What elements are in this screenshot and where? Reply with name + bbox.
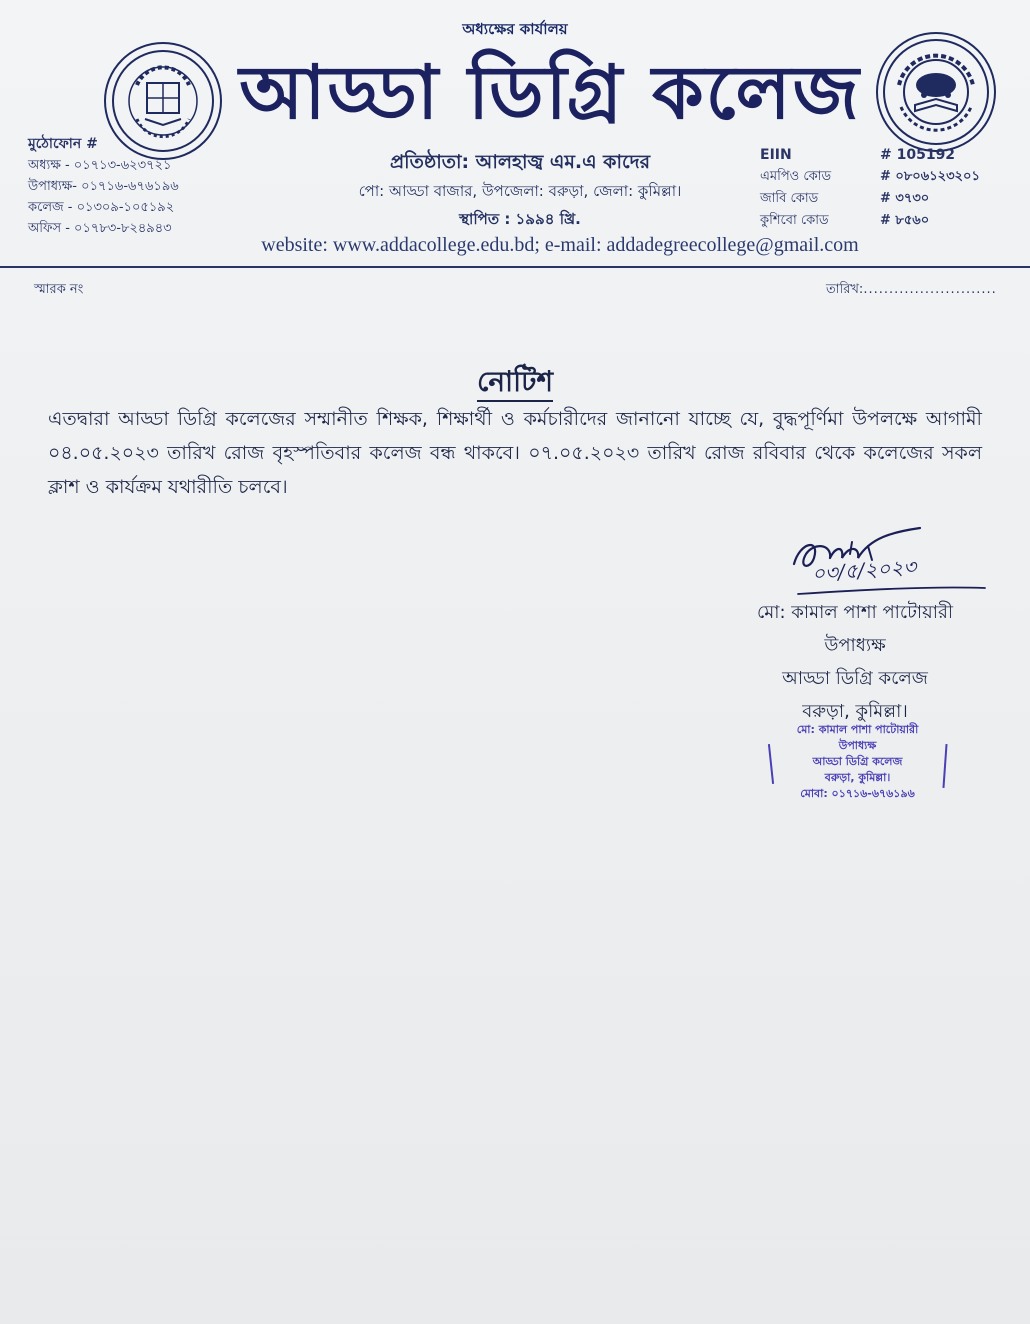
date-placeholder: .......................... xyxy=(863,282,997,297)
stamp-line: মোবা: ০১৭১৬-৬৭৬১৯৬ xyxy=(800,787,915,800)
code-row xyxy=(760,188,1020,210)
phone-item: উপাধ্যক্ষ- ০১৭১৬-৬৭৬১৯৬ xyxy=(28,179,179,194)
founder-line: প্রতিষ্ঠাতা: আলহাজ্ব এম.এ কাদের xyxy=(389,151,651,173)
phone-item: অফিস - ০১৭৮৩-৮২৪৯৪৩ xyxy=(28,221,172,236)
signer-institution: আড্ডা ডিগ্রি কলেজ xyxy=(782,668,928,689)
code-value: # ৮৫৬০ xyxy=(880,213,930,228)
date-field xyxy=(826,280,997,301)
handwritten-date: ০৩/৫/২০২৩ xyxy=(811,554,918,586)
code-label: কুশিবো কোড xyxy=(760,213,829,228)
phone-item: কলেজ - ০১৩০৯-১০৫১৯২ xyxy=(28,200,175,215)
date-label: তারিখ: xyxy=(826,282,864,297)
code-value: # 105192 xyxy=(880,147,956,163)
code-list xyxy=(760,144,1020,232)
code-row xyxy=(760,144,1020,166)
signer-name: মো: কামাল পাশা পাটোয়ারী xyxy=(756,602,954,623)
notice-title xyxy=(0,360,1030,407)
stamp-line: আড্ডা ডিগ্রি কলেজ xyxy=(812,755,903,768)
phone-item: অধ্যক্ষ - ০১৭১৩-৬২৩৭২১ xyxy=(28,158,172,173)
notice-body: এতদ্বারা আড্ডা ডিগ্রি কলেজের সম্মানীত শিক্ষক, শিক্ষার্থী ও কর্মচারীদের জানানো যাচ্ছে যে, বুদ্ধপূর্ণিমা উপলক্ষে আগামী ০৪.০৫.২০২৩ তারিখ রোজ বৃহস্পতিবার কলেজ বন্ধ থাকবে। ০৭.০৫.২০২৩ তারিখ রোজ রবিবার থেকে কলেজের সকল ক্লাশ ও কার্যক্রম যথারীতি চলবে। xyxy=(48,408,982,498)
motto-seal xyxy=(876,32,996,152)
stamp-line: বরুড়া, কুমিল্লা। xyxy=(824,771,891,784)
code-label: EIIN xyxy=(760,147,792,163)
notice-title-text: নোটিশ xyxy=(477,365,553,402)
phone-heading: মুঠোফোন # xyxy=(28,136,98,152)
contact-line: website: www.addacollege.edu.bd; e-mail: addadegreecollege@gmail.com xyxy=(261,234,859,256)
phone-list xyxy=(28,134,179,239)
code-label: জাবি কোড xyxy=(760,191,819,206)
code-row xyxy=(760,210,1020,232)
college-name: আড্ডা ডিগ্রি কলেজ xyxy=(239,50,861,136)
stamp-line: মো: কামাল পাশা পাটোয়ারী xyxy=(796,723,919,736)
stamp-line: উপাধ্যক্ষ xyxy=(838,739,877,752)
header-divider xyxy=(0,266,1030,268)
code-value: # ৩৭৩০ xyxy=(880,191,930,206)
signature-block xyxy=(720,596,990,728)
established-line: স্থাপিত : ১৯৯৪ খ্রি. xyxy=(459,210,581,228)
signer-designation: উপাধ্যক্ষ xyxy=(824,635,886,656)
memo-number-label: স্মারক নং xyxy=(34,282,84,297)
office-label: অধ্যক্ষের কার্যালয় xyxy=(462,20,568,38)
code-value: # ০৮০৬১২৩২০১ xyxy=(880,169,980,184)
code-label: এমপিও কোড xyxy=(760,169,832,184)
code-row xyxy=(760,166,1020,188)
official-stamp xyxy=(750,722,965,802)
signer-location: বরুড়া, কুমিল্লা। xyxy=(802,701,908,722)
address-line: পো: আড্ডা বাজার, উপজেলা: বরুড়া, জেলা: কুমিল্লা। xyxy=(358,182,682,200)
